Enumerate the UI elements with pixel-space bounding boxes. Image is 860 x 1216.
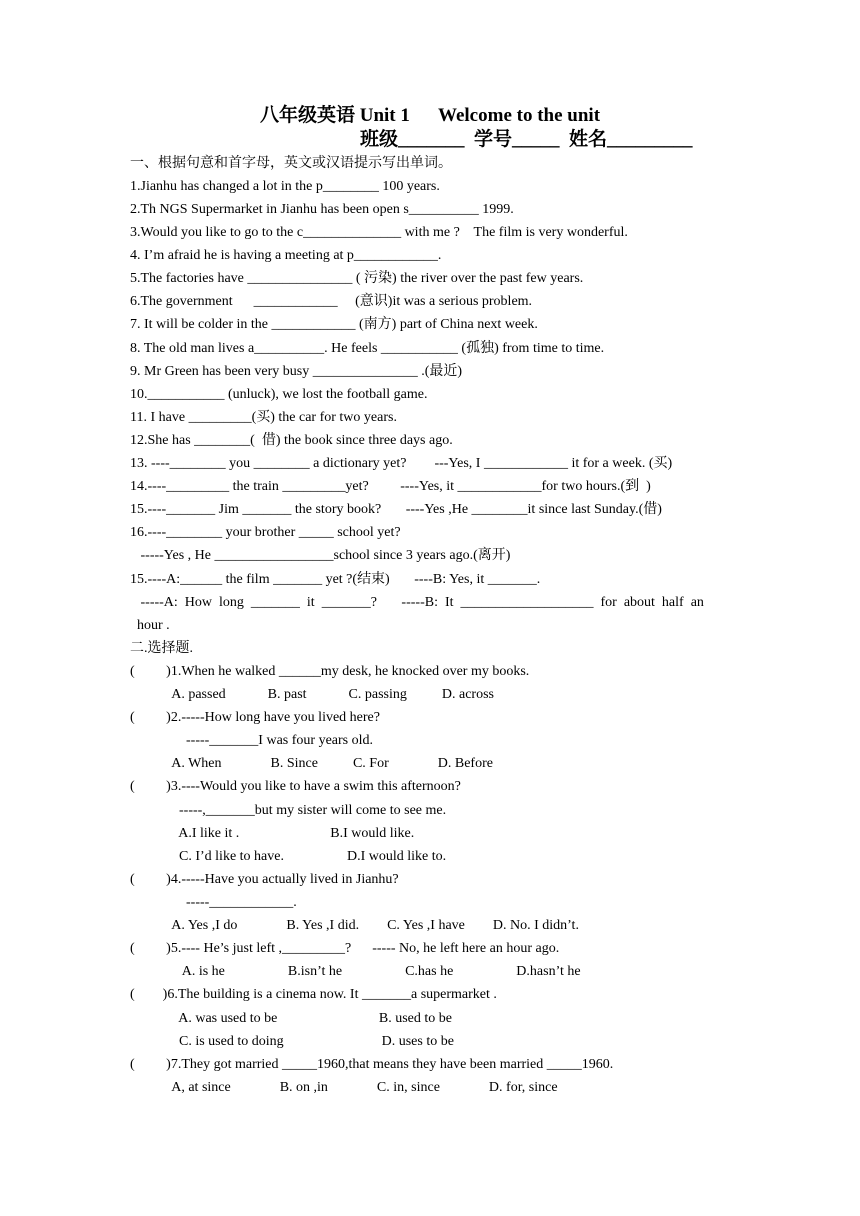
question-line: -----A: How long _______ it _______? -----B: It ___________________ for about half an: [130, 595, 704, 610]
options-line: C. is used to doing D. uses to be: [130, 1034, 454, 1049]
question-line: ( )3.----Would you like to have a swim this afternoon?: [130, 779, 461, 794]
section2-heading: 二.选择题.: [130, 641, 193, 656]
question-line: ( )7.They got married _____1960,that means they have been married _____1960.: [130, 1057, 614, 1072]
question-line: 3.Would you like to go to the c______________ with me ? The film is very wonderful.: [130, 225, 628, 240]
question-line: -----,_______but my sister will come to see me.: [130, 803, 447, 818]
question-line: 16.----________ your brother _____ school yet?: [130, 525, 401, 540]
question-line: 1.Jianhu has changed a lot in the p________ 100 years.: [130, 179, 440, 194]
question-line: 4. I’m afraid he is having a meeting at p____________.: [130, 248, 442, 263]
question-line: 8. The old man lives a__________. He feels ___________ (孤独) from time to time.: [130, 341, 605, 356]
options-line: A. was used to be B. used to be: [130, 1011, 452, 1026]
student-info-line: 班级_______ 学号_____ 姓名_________: [360, 129, 693, 150]
question-line: ( )4.-----Have you actually lived in Jianhu?: [130, 872, 399, 887]
section1-heading: 一、根据句意和首字母，英文或汉语提示写出单词。: [130, 156, 452, 171]
options-line: A, at since B. on ,in C. in, since D. for, since: [130, 1080, 558, 1095]
question-line: 15.----_______ Jim _______ the story book? ----Yes ,He ________it since last Sunday.(借): [130, 502, 662, 517]
question-line: ( )6.The building is a cinema now. It _______a supermarket .: [130, 987, 497, 1002]
question-line: hour .: [130, 618, 170, 633]
question-line: 12.She has ________( 借) the book since three days ago.: [130, 433, 453, 448]
options-line: A.I like it . B.I would like.: [130, 826, 415, 841]
question-line: 11. I have _________(买) the car for two years.: [130, 410, 397, 425]
question-line: 9. Mr Green has been very busy _______________ .(最近): [130, 364, 463, 379]
question-line: ( )1.When he walked ______my desk, he knocked over my books.: [130, 664, 530, 679]
options-line: A. When B. Since C. For D. Before: [130, 756, 493, 771]
question-line: ( )2.-----How long have you lived here?: [130, 710, 380, 725]
question-line: ( )5.---- He’s just left ,_________? ----- No, he left here an hour ago.: [130, 941, 560, 956]
options-line: C. I’d like to have. D.I would like to.: [130, 849, 447, 864]
question-line: 7. It will be colder in the ____________ (南方) part of China next week.: [130, 317, 538, 332]
question-line: 2.Th NGS Supermarket in Jianhu has been open s__________ 1999.: [130, 202, 514, 217]
question-line: 10.___________ (unluck), we lost the football game.: [130, 387, 428, 402]
options-line: A. is he B.isn’t he C.has he D.hasn’t he: [130, 964, 581, 979]
question-line: -----Yes , He _________________school since 3 years ago.(离开): [130, 548, 511, 563]
question-line: 13. ----________ you ________ a dictionary yet? ---Yes, I ____________ it for a week. (买): [130, 456, 673, 471]
question-line: 14.----_________ the train _________yet? ----Yes, it ____________for two hours.(到 ): [130, 479, 651, 494]
options-line: A. passed B. past C. passing D. across: [130, 687, 494, 702]
question-line: 6.The government ____________ (意识)it was a serious problem.: [130, 294, 533, 309]
question-line: 15.----A:______ the film _______ yet ?(结束) ----B: Yes, it _______.: [130, 572, 541, 587]
question-line: -----_______I was four years old.: [130, 733, 373, 748]
options-line: A. Yes ,I do B. Yes ,I did. C. Yes ,I have D. No. I didn’t.: [130, 918, 579, 933]
question-line: 5.The factories have _______________ ( 污染) the river over the past few years.: [130, 271, 584, 286]
worksheet-title: 八年级英语 Unit 1 Welcome to the unit: [259, 105, 601, 126]
question-line: -----____________.: [130, 895, 297, 910]
